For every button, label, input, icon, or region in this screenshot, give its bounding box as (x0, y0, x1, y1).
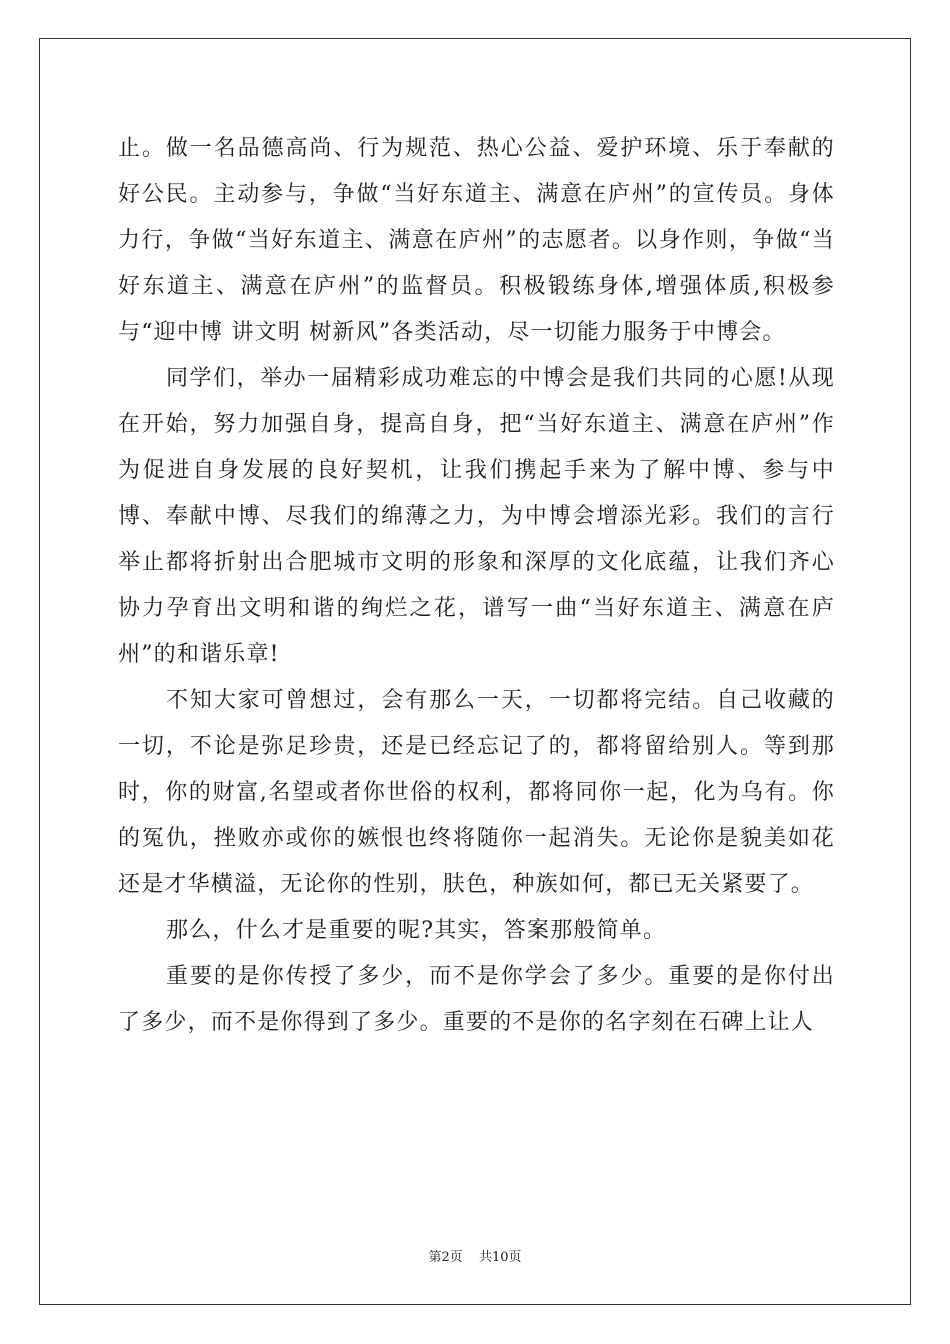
paragraph-3: 不知大家可曾想过，会有那么一天，一切都将完结。自己收藏的一切，不论是弥足珍贵，还是已经忘记了的，都将留给别人。等到那时，你的财富,名望或者你世俗的权利，都将同你一起，化为乌有。你的冤仇，挫败亦或你的嫉恨也终将随你一起消失。无论你是貌美如花还是才华横溢，无论你的性别，肤色，种族如何，都已无关紧要了。 (118, 688, 835, 897)
page-number: 第2页 (428, 1250, 463, 1265)
document-body (118, 126, 835, 1046)
paragraph-4: 那么，什么才是重要的呢?其实，答案那般简单。 (166, 918, 667, 943)
paragraph-2: 同学们，举办一届精彩成功难忘的中博会是我们共同的心愿!从现在开始，努力加强自身，提高自身，把“当好东道主、满意在庐州”作为促进自身发展的良好契机，让我们携起手来为了解中博、参与中博、奉献中博、尽我们的绵薄之力，为中博会增添光彩。我们的言行举止都将折射出合肥城市文明的形象和深厚的文化底蕴，让我们齐心协力孕育出文明和谐的绚烂之花，谱写一曲“当好东道主、满意在庐州”的和谐乐章! (118, 366, 835, 667)
page-total: 共10页 (478, 1250, 522, 1265)
paragraph-1: 止。做一名品德高尚、行为规范、热心公益、爱护环境、乐于奉献的好公民。主动参与，争做“当好东道主、满意在庐州”的宣传员。身体力行，争做“当好东道主、满意在庐州”的志愿者。以身作则，争做“当好东道主、满意在庐州”的监督员。积极锻练身体,增强体质,积极参与“迎中博 讲文明 树新风”各类活动，尽一切能力服务于中博会。 (118, 136, 835, 345)
page-footer (0, 1246, 950, 1265)
paragraph-5: 重要的是你传授了多少，而不是你学会了多少。重要的是你付出了多少，而不是你得到了多少。重要的不是你的名字刻在石碑上让人 (118, 964, 835, 1035)
